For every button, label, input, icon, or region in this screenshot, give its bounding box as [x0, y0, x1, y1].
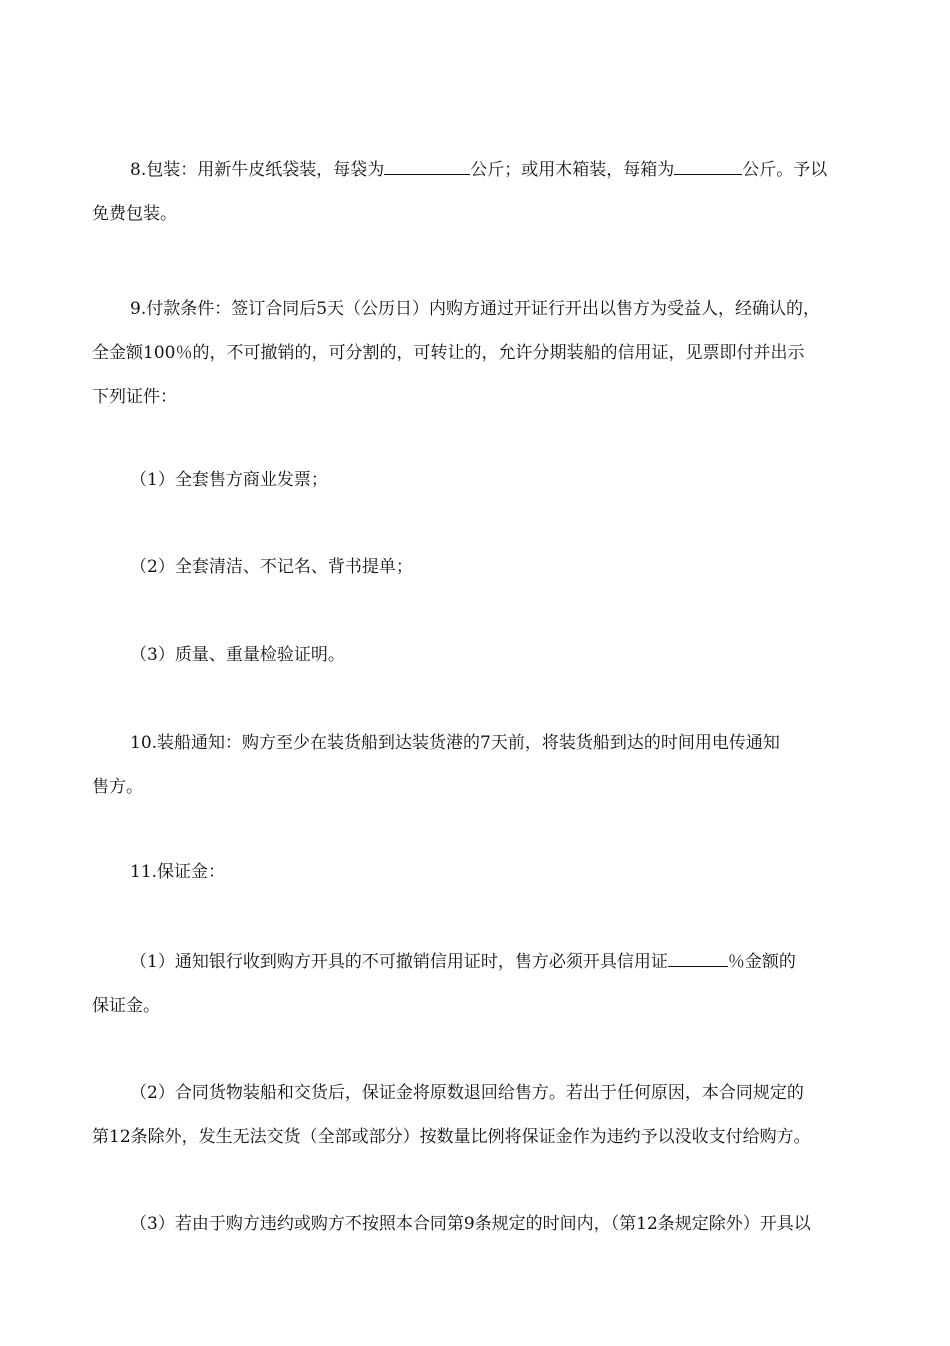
packing-text-3: 公斤。予以 [742, 160, 828, 180]
deposit-item-1-line-2: 保证金。 [92, 996, 160, 1016]
packing-clause-line-2: 免费包装。 [92, 204, 177, 224]
deposit-item-3-line-1: （3）若由于购方违约或购方不按照本合同第9条规定的时间内，（第12条规定除外）开具以 [130, 1214, 811, 1234]
deposit-item-1-percent-text: ％金额的 [727, 952, 796, 972]
deposit-item-1-line-1 [130, 950, 796, 974]
bag-weight-blank [384, 158, 470, 175]
packing-clause-line-1 [130, 158, 827, 182]
payment-document-item-2: （2）全套清洁、不记名、背书提单； [130, 557, 413, 577]
deposit-item-1-text: （1）通知银行收到购方开具的不可撤销信用证时，售方必须开具信用证 [130, 952, 668, 972]
packing-text-2: 公斤；或用木箱装，每箱为 [470, 160, 675, 180]
shipping-notice-line-2: 售方。 [92, 777, 143, 797]
deposit-item-2-line-1: （2）合同货物装船和交货后，保证金将原数退回给售方。若出于任何原因，本合同规定的 [130, 1083, 804, 1103]
payment-clause-line-1: 9.付款条件：签订合同后5天（公历日）内购方通过开证行开出以售方为受益人，经确认的， [130, 299, 821, 319]
shipping-notice-line-1: 10.装船通知：购方至少在装货船到达装货港的7天前，将装货船到达的时间用电传通知 [130, 733, 780, 753]
payment-clause-line-2: 全金额100％的，不可撤销的，可分割的，可转让的，允许分期装船的信用证，见票即付并出示 [92, 343, 805, 363]
deposit-percent-blank [668, 950, 728, 967]
packing-text-1: 8.包装：用新牛皮纸袋装，每袋为 [130, 160, 385, 180]
deposit-heading: 11.保证金： [130, 862, 226, 882]
payment-clause-line-3: 下列证件： [92, 387, 177, 407]
deposit-item-2-line-2: 第12条除外，发生无法交货（全部或部分）按数量比例将保证金作为违约予以没收支付给购方。 [92, 1127, 811, 1147]
payment-document-item-1: （1）全套售方商业发票； [130, 470, 328, 490]
case-weight-blank [674, 158, 742, 175]
payment-document-item-3: （3）质量、重量检验证明。 [130, 645, 345, 665]
